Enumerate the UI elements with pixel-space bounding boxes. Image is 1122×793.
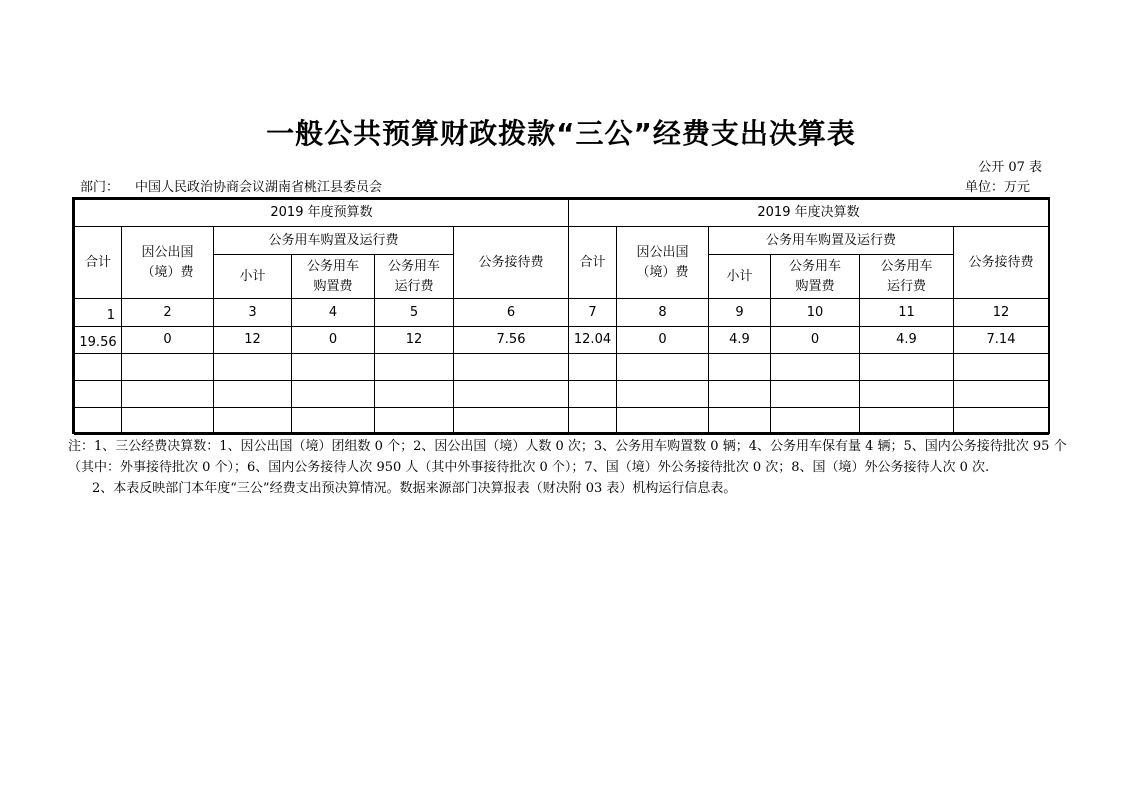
- header-vehicle: 公务用车购置及运行费: [709, 227, 954, 255]
- header-operate: [860, 255, 954, 299]
- value-final-total: 12.04: [569, 327, 617, 354]
- value-budget-vehicle-purchase: 0: [292, 327, 375, 354]
- header-abroad-line2: （境）费: [141, 264, 194, 280]
- header-final-group: 2019 年度决算数: [569, 200, 1049, 227]
- column-number: 11: [860, 299, 954, 327]
- department-line: [80, 176, 382, 195]
- department-label: 部门：: [80, 180, 120, 195]
- header-abroad: [122, 227, 214, 299]
- header-operate-line1: 公务用车: [880, 258, 933, 274]
- header-row-main: [75, 227, 1049, 255]
- column-number: 2: [122, 299, 214, 327]
- header-purchase-line1: 公务用车: [306, 258, 359, 274]
- header-purchase-line2: 购置费: [795, 278, 835, 294]
- value-budget-total: 19.56: [75, 327, 122, 354]
- note-1: 注：1、三公经费决算数：1、因公出国（境）团组数 0 个；2、因公出国（境）人数 0 次；3、公务用车购置数 0 辆；4、公务用车保有量 4 辆；5、国内公务接待批次 95 个（其中：外事接待批次 0 个）；6、国内公务接待人次 950 人（其中外事接待批次 0 个）；7、国（境）外公务接待批次 0 次；8、国（境）外公务接待人次 0 次.: [68, 439, 1067, 475]
- expense-table: [74, 199, 1049, 435]
- value-budget-reception: 7.56: [454, 327, 569, 354]
- column-number: 3: [214, 299, 292, 327]
- header-operate-line2: 运行费: [886, 278, 926, 294]
- header-operate: [375, 255, 454, 299]
- column-number: 1: [75, 299, 122, 327]
- expense-table-frame: [72, 197, 1050, 434]
- notes-section: [68, 436, 1084, 499]
- column-number: 10: [771, 299, 860, 327]
- header-purchase-line1: 公务用车: [788, 258, 841, 274]
- header-purchase: [771, 255, 860, 299]
- header-subtotal: 小计: [709, 255, 771, 299]
- header-abroad-line1: 因公出国: [141, 244, 194, 260]
- page-title: 一般公共预算财政拨款“三公”经费支出决算表: [266, 117, 856, 150]
- value-final-abroad: 0: [617, 327, 709, 354]
- data-row: [75, 327, 1049, 354]
- header-purchase-line2: 购置费: [313, 278, 353, 294]
- header-vehicle: 公务用车购置及运行费: [214, 227, 454, 255]
- column-number: 6: [454, 299, 569, 327]
- header-subtotal: 小计: [214, 255, 292, 299]
- empty-row: [75, 354, 1049, 381]
- empty-row: [75, 408, 1049, 435]
- column-number-row: [75, 299, 1049, 327]
- column-number: 8: [617, 299, 709, 327]
- header-total: 合计: [569, 227, 617, 299]
- department-name: 中国人民政治协商会议湖南省桃江县委员会: [135, 180, 383, 195]
- column-number: 12: [954, 299, 1049, 327]
- value-budget-vehicle-subtotal: 12: [214, 327, 292, 354]
- column-number: 7: [569, 299, 617, 327]
- empty-row: [75, 381, 1049, 408]
- column-number: 9: [709, 299, 771, 327]
- header-row-groups: [75, 200, 1049, 227]
- value-final-vehicle-operate: 4.9: [860, 327, 954, 354]
- value-budget-abroad: 0: [122, 327, 214, 354]
- column-number: 4: [292, 299, 375, 327]
- header-abroad: [617, 227, 709, 299]
- header-operate-line2: 运行费: [394, 278, 434, 294]
- header-purchase: [292, 255, 375, 299]
- header-budget-group: 2019 年度预算数: [75, 200, 569, 227]
- header-reception: 公务接待费: [454, 227, 569, 299]
- form-number: 公开 07 表: [978, 160, 1042, 175]
- value-final-reception: 7.14: [954, 327, 1049, 354]
- header-abroad-line2: （境）费: [636, 264, 689, 280]
- header-reception: 公务接待费: [954, 227, 1049, 299]
- note-2: 2、本表反映部门本年度“三公”经费支出预决算情况。数据来源部门决算报表（财决附 03 表）机构运行信息表。: [92, 481, 737, 496]
- header-total: 合计: [75, 227, 122, 299]
- unit-label: 单位：万元: [964, 180, 1030, 195]
- header-operate-line1: 公务用车: [387, 258, 440, 274]
- header-abroad-line1: 因公出国: [636, 244, 689, 260]
- value-budget-vehicle-operate: 12: [375, 327, 454, 354]
- value-final-vehicle-purchase: 0: [771, 327, 860, 354]
- value-final-vehicle-subtotal: 4.9: [709, 327, 771, 354]
- column-number: 5: [375, 299, 454, 327]
